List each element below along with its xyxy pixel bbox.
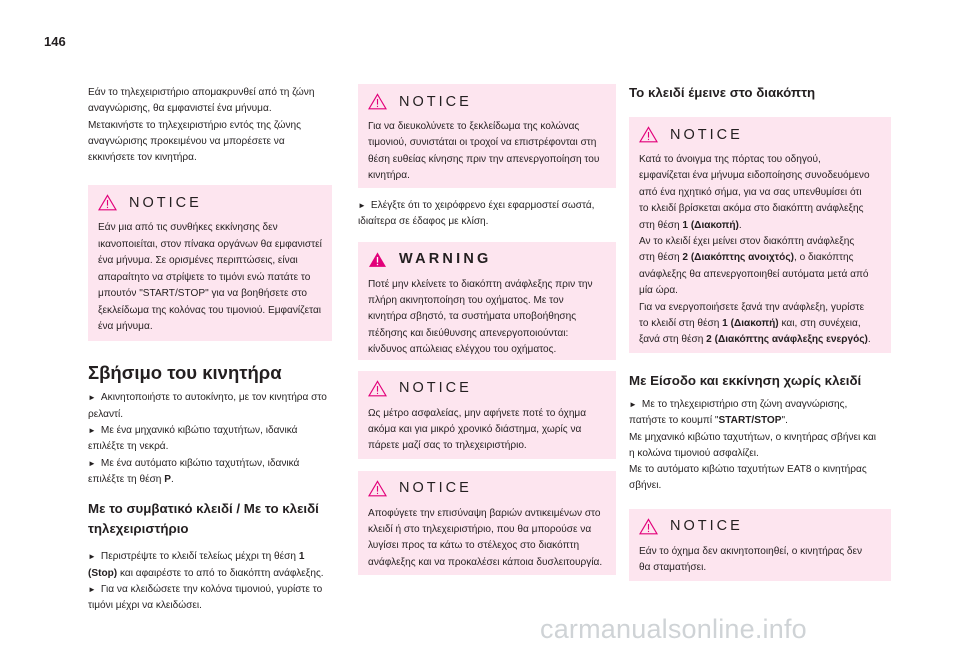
text-line: Αποφύγετε την επισύναψη βαριών αντικειμένων στο [368, 507, 601, 519]
text-line: ξανά στη θέση 2 (Διακόπτης ανάφλεξης ενεργός). [639, 334, 871, 346]
section-heading: Σβήσιμο του κινητήρα [88, 362, 282, 384]
arrow-right-icon: ► [88, 584, 96, 594]
bullet-item-cont: ρελαντί. [88, 408, 124, 420]
warning-title: WARNING [399, 251, 492, 268]
text-line: στη θέση 2 (Διακόπτης ανοιχτός), ο διακόπτης [639, 252, 854, 264]
text-line: θέση ευθείας κίνησης πριν την απενεργοποίηση του [368, 153, 600, 165]
arrow-right-icon: ► [88, 393, 96, 403]
text-line: εμφανίζεται ένα μήνυμα ειδοποίησης συνοδευόμενο [639, 170, 870, 182]
bullet-item-cont: επιλέξτε τη νεκρά. [88, 441, 169, 453]
text-line: Αν το κλειδί έχει μείνει στον διακόπτη ανάφλεξης [639, 236, 855, 248]
text-line: ακόμα και για μικρό χρονικό διάστημα, χωρίς να [368, 424, 582, 435]
text-line: εκκινήσετε τον κινητήρα. [88, 152, 197, 164]
notice-title: NOTICE [670, 126, 743, 143]
text-line: Για να ενεργοποιήσετε ξανά την ανάφλεξη, γυρίστε [639, 301, 865, 313]
notice-header [368, 480, 606, 497]
text-line: κλειδί ή στο τηλεχειριστήριο, που θα μπορούσε να [368, 524, 592, 535]
text-line: το κλειδί βρίσκεται ακόμα στο διακόπτη ανάφλεξης [639, 203, 864, 215]
intro-paragraph [88, 85, 332, 166]
warning-triangle-outline-icon [639, 126, 658, 143]
notice-box [358, 471, 616, 575]
bullet-item: ► Με ένα αυτόματο κιβώτιο ταχυτήτων, ιδανικά [88, 457, 300, 469]
text-line: μπουτόν "START/STOP" για να βοηθήσετε στο [98, 288, 308, 300]
bullet-item: ► Με ένα μηχανικό κιβώτιο ταχυτήτων, ιδανικά [88, 425, 298, 437]
text-line: ένα μήνυμα. Σε ορισμένες περιπτώσεις, είναι [98, 255, 298, 267]
bullet-item-cont: τιμόνι μέχρι να κλειδώσει. [88, 600, 202, 612]
text-line: ένα μήνυμα. [98, 320, 153, 332]
text-line: απαραίτητο να στρίψετε το τιμόνι ενώ πατάτε το [98, 271, 311, 283]
notice-header [368, 93, 606, 110]
bullet-item-cont: επιλέξτε τη θέση P. [88, 473, 174, 485]
text-line: Κατά το άνοιγμα της πόρτας του οδηγού, [639, 154, 821, 165]
warning-triangle-filled-icon [368, 251, 387, 268]
text-line: το κλειδί στη θέση 1 (Διακοπή) και, στη συνέχεια, [639, 318, 861, 330]
notice-header [368, 380, 606, 397]
text-line: λυγίσει προς τα κάτω το στέλεχος στο διακόπτη [368, 540, 580, 552]
bullet-item: ► Περιστρέψτε το κλειδί τελείως μέχρι τη θέση 1 [88, 551, 305, 563]
text-line: Ποτέ μην κλείνετε το διακόπτη ανάφλεξης πριν την [368, 278, 593, 290]
bullet-list [358, 198, 616, 231]
notice-header [98, 194, 322, 211]
notice-title: NOTICE [129, 194, 202, 211]
text-line: η κολώνα τιμονιού ασφαλίζει. [629, 447, 759, 459]
middle-column [358, 84, 616, 575]
warning-triangle-outline-icon [98, 194, 117, 211]
subsection-heading [88, 499, 332, 539]
notice-title: NOTICE [399, 480, 472, 497]
text-line: Εάν μια από τις συνθήκες εκκίνησης δεν [98, 222, 278, 234]
section-heading: Το κλειδί έμεινε στο διακόπτη [629, 85, 816, 100]
bullet-item-cont: ιδιαίτερα σε έδαφος με κλίση. [358, 216, 489, 228]
text-line: Μετακινήστε το τηλεχειριστήριο εντός της ζώνης [88, 119, 301, 131]
heading-line: Με το συμβατικό κλειδί / Με το κλειδί [88, 501, 319, 517]
text-line: σβήνει. [629, 480, 662, 492]
arrow-right-icon: ► [629, 400, 637, 409]
text-line: Για να διευκολύνετε το ξεκλείδωμα της κολώνας [368, 121, 580, 132]
text-line: ικανοποιείται, στον πίνακα οργάνων θα εμφανιστεί [98, 238, 322, 250]
text-line: πλήρη ακινητοποίηση του οχήματος. Με τον [368, 295, 564, 306]
right-column [629, 84, 891, 581]
text-line: τιμονιού, συνιστάται οι τροχοί να επιστρέφονται στη [368, 137, 597, 149]
notice-box [629, 117, 891, 353]
text-line: Εάν το όχημα δεν ακινητοποιηθεί, ο κινητήρας δεν [639, 545, 863, 557]
text-line: ανάφλεξης θα απενεργοποιηθεί αυτόματα μετά από [639, 268, 869, 280]
text-line: αναγνώρισης, θα εμφανιστεί ένα μήνυμα. [88, 103, 272, 115]
text-line: αναγνώρισης προκειμένου να μπορέσετε να [88, 135, 285, 147]
text-line: κινητήρα σβηστό, τα συστήματα υποβοήθησης [368, 311, 577, 323]
text-line: κινητήρα. [368, 170, 410, 182]
notice-title: NOTICE [399, 380, 472, 397]
bullet-item: ► Ακινητοποιήστε το αυτοκίνητο, με τον κινητήρα στο [88, 392, 327, 404]
notice-box [629, 509, 891, 581]
bullet-item: ► Για να κλειδώσετε την κολόνα τιμονιού, γυρίστε το [88, 583, 323, 595]
heading-line: τηλεχειριστήριο [88, 521, 189, 537]
warning-header [368, 251, 606, 268]
bullet-item-cont: (Stop) και αφαιρέστε το από το διακόπτη ανάφλεξης. [88, 567, 324, 579]
arrow-right-icon: ► [88, 552, 96, 562]
notice-box [358, 371, 616, 459]
bullet-list [629, 397, 891, 495]
watermark: carmanualsonline.info [540, 614, 807, 644]
bullet-item: ► Ελέγξτε ότι το χειρόφρενο έχει εφαρμοστεί σωστά, [358, 200, 595, 211]
bullet-list [88, 549, 332, 614]
text-line: από ένα ηχητικό σήμα, για να σας υπενθυμίσει ότι [639, 186, 862, 198]
text-line: θα σταματήσει. [639, 562, 707, 574]
text-line: Εάν το τηλεχειριστήριο απομακρυνθεί από τη ζώνη [88, 87, 315, 98]
warning-triangle-outline-icon [639, 518, 658, 535]
notice-header [639, 518, 881, 535]
arrow-right-icon: ► [88, 426, 96, 436]
text-line: πέδησης και διεύθυνσης απενεργοποιούνται: [368, 327, 569, 339]
notice-box [358, 84, 616, 188]
notice-title: NOTICE [670, 518, 743, 535]
arrow-right-icon: ► [358, 201, 366, 210]
page-number: 146 [44, 34, 66, 49]
bullet-item-cont: πατήστε το κουμπί "START/STOP". [629, 415, 788, 427]
text-line: στη θέση 1 (Διακοπή). [639, 219, 742, 231]
left-column [88, 84, 332, 614]
text-line: μία ώρα. [639, 285, 678, 297]
notice-title: NOTICE [399, 93, 472, 110]
text-line: ξεκλείδωμα της κολόνας του τιμονιού. Εμφανίζεται [98, 304, 322, 316]
section-heading: Με Είσοδο και εκκίνηση χωρίς κλειδί [629, 373, 862, 388]
bullet-item: ► Με το τηλεχειριστήριο στη ζώνη αναγνώρισης, [629, 399, 848, 410]
bullet-list [88, 390, 332, 488]
warning-triangle-outline-icon [368, 93, 387, 110]
warning-triangle-outline-icon [368, 480, 387, 497]
text-line: ανάφλεξης και να προκαλέσει κάποια δυσλειτουργία. [368, 556, 603, 568]
text-line: Ως μέτρο ασφαλείας, μην αφήνετε ποτέ το όχημα [368, 407, 587, 419]
notice-box [88, 185, 332, 341]
notice-header [639, 126, 881, 143]
text-line: Με το αυτόματο κιβώτιο ταχυτήτων EAT8 ο κινητήρας [629, 464, 867, 476]
warning-triangle-outline-icon [368, 380, 387, 397]
text-line: Με μηχανικό κιβώτιο ταχυτήτων, ο κινητήρας σβήνει και [629, 431, 877, 443]
arrow-right-icon: ► [88, 458, 96, 468]
text-line: κίνδυνος απώλειας ελέγχου του οχήματος. [368, 344, 557, 356]
warning-box [358, 242, 616, 360]
text-line: πάρετε μαζί σας το τηλεχειριστήριο. [368, 440, 527, 452]
